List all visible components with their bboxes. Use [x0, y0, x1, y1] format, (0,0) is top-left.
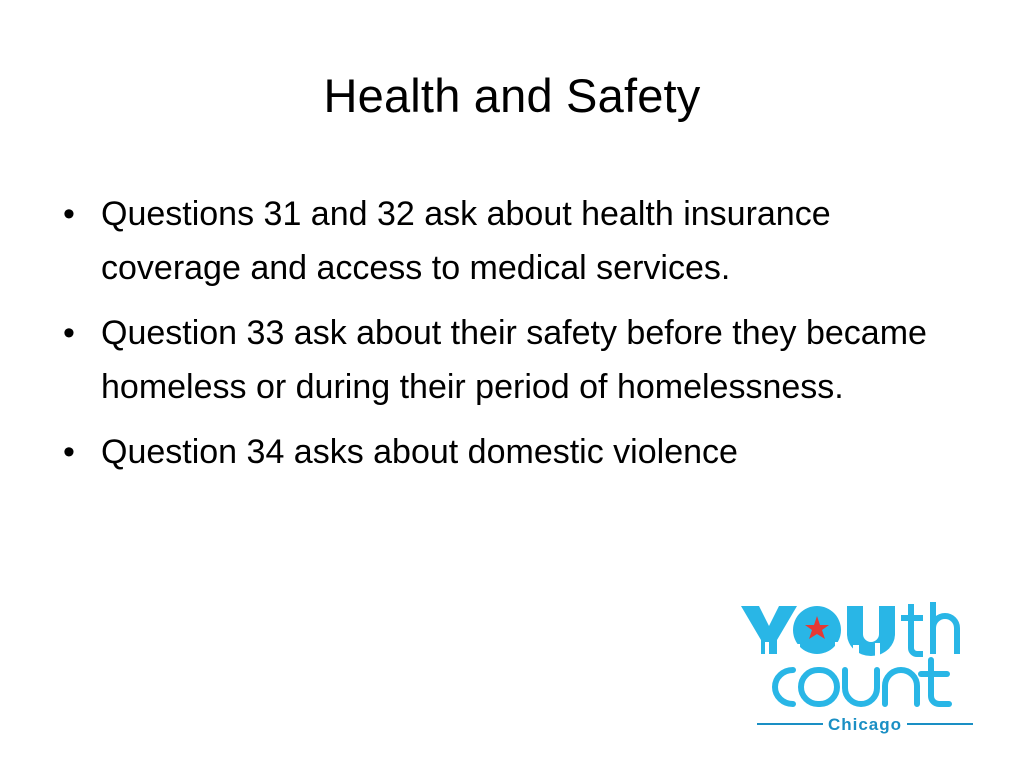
- bullet-text: Question 34 asks about domestic violence: [101, 433, 738, 471]
- bullet-marker: •: [63, 195, 75, 233]
- bullet-list: [57, 187, 977, 490]
- bullet-text: Question 33 ask about their safety before they became homeless or during their period of homelessness.: [101, 314, 927, 406]
- bullet-item-safety: [57, 306, 977, 414]
- slide-title: Health and Safety: [323, 69, 701, 122]
- logo-count-glyphs: [775, 660, 949, 704]
- bullet-marker: •: [63, 433, 75, 471]
- youth-count-chicago-logo: [735, 598, 975, 743]
- bullet-text: Questions 31 and 32 ask about health insurance coverage and access to medical services.: [101, 195, 831, 287]
- bullet-item-health-insurance: [57, 187, 977, 295]
- bullet-item-domestic-violence: [57, 425, 977, 479]
- logo-chicago-text: Chicago: [827, 715, 903, 734]
- logo-th-glyphs: [901, 602, 957, 654]
- bullet-marker: •: [63, 314, 75, 352]
